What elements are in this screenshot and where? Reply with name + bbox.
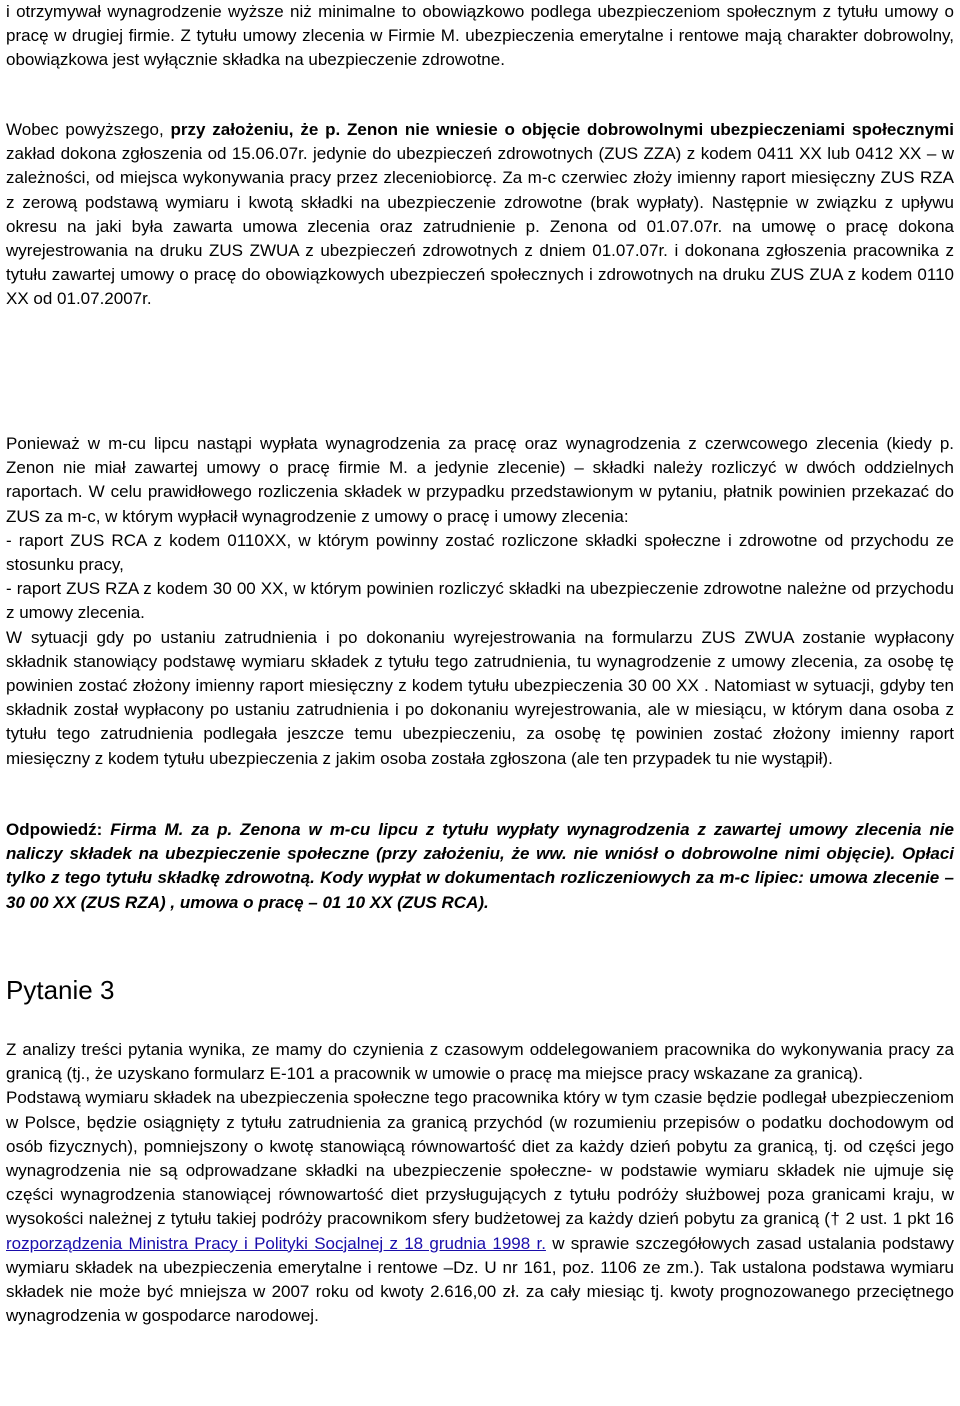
heading-pytanie-3: Pytanie 3	[6, 975, 115, 1005]
section-heading	[6, 974, 954, 1006]
paragraph-5-before: Podstawą wymiaru składek na ubezpieczenia społeczne tego pracownika który w tym czasie będzie podlegał ubezpieczeniom w Polsce, będzie osiągnięty z tytułu zatrudnienia za granicą przychód (w rozumieniu przepisów o podatku dochodowym od osób fizycznych), pomniejszony o kwotę stanowiącą równowartość diet za każdy dzień pobytu za granicą, tj. od części jego wynagrodzenia nie są odprowadzane składki na ubezpieczenie społeczne- w podstawie wymiaru składek nie ujmuje się części wynagrodzenia stanowiącej równowartość diet przysługujących z tytułu podróży służbowej poza granicami kraju, w wysokości należnej z tytułu takiej podróży pracownikom sfery budżetowej za każdy dzień pobytu za granicą († 2 ust. 1 pkt 16	[6, 1088, 954, 1229]
paragraph-3-line-2: - raport ZUS RCA z kodem 0110XX, w którym powinny zostać rozliczone składki społeczne i zdrowotne od przychodu ze stosunku pracy,	[6, 530, 954, 575]
paragraph-3-line-4: W sytuacji gdy po ustaniu zatrudnienia i po dokonaniu wyrejestrowania na formularzu ZUS ZWUA zostanie wypłacony składnik stanowiący podstawę wymiaru składek z tytułu tego zatrudnienia, tu wynagrodzenie z umowy zlecenia, za osobę tę powinien zostać złożony imienny raport miesięczny z kodem tytułu ubezpieczenia 30 00 XX . Natomiast w sytuacji, gdyby ten składnik został wypłacony po ustaniu zatrudnienia i po dokonaniu wyrejestrowania, ale w miesiącu, w którym dana osoba z tytułu tego zatrudnienia podlegała jeszcze temu ubezpieczeniu, za osobę tę powinien zostać złożony imienny raport miesięczny z kodem tytułu ubezpieczenia z jakim osoba została zgłoszona (ale ten przypadek tu nie wystąpił).	[6, 627, 954, 768]
paragraph-3-line-3: - raport ZUS RZA z kodem 30 00 XX, w którym powinien rozliczyć składki na ubezpieczenie zdrowotne należne od przychodu z umowy zlecenia.	[6, 579, 954, 623]
paragraph-3-line-1: Ponieważ w m-cu lipcu nastąpi wypłata wynagrodzenia za pracę oraz wynagrodzenia z czerwcowego zlecenia (kiedy p. Zenon nie miał zawartej umowy o pracę firmie M. a jedynie zlecenie) – składki należy rozliczyć w dwóch oddzielnych raportach. W celu prawidłowego rozliczenia składek w przypadku przedstawionym w pytaniu, płatnik powinien przekazać do ZUS za m-c, w którym wypłacił wynagrodzenie z umowy o pracę i umowy zlecenia:	[6, 434, 954, 526]
paragraph-1	[6, 0, 954, 73]
paragraph-1-text: i otrzymywał wynagrodzenie wyższe niż minimalne to obowiązkowo podlega ubezpieczeniom społecznym z tytułu umowy o pracę w drugiej firmie. Z tytułu umowy zlecenia w Firmie M. ubezpieczenia emerytalne i rentowe mają charakter dobrowolny, obowiązkowa jest wyłącznie składka na ubezpieczenie zdrowotne.	[6, 2, 954, 70]
paragraph-2-rest: zakład dokona zgłoszenia od 15.06.07r. jedynie do ubezpieczeń zdrowotnych (ZUS ZZA) z kodem 0411 XX lub 0412 XX – w zależności, od miejsca wykonywania pracy przez zleceniobiorcę. Za m-c czerwiec złoży imienny raport miesięczny ZUS RZA z zerową podstawą wymiaru i kwotą składki na ubezpieczenie zdrowotne (brak wypłaty). Następnie w związku z upływu okresu na jaki była zawarta umowa zlecenia oraz zatrudnienie p. Zenona od 01.07.07r. na umowę o pracę dokona wyrejestrowania na druku ZUS ZWUA z ubezpieczeń zdrowotnych z dniem 01.07.07r. i dokonana zgłoszenia pracownika z tytułu zawartej umowy o pracę do obowiązkowych ubezpieczeń społecznych i zdrowotnych na druku ZUS ZUA z kodem 0110 XX od 01.07.2007r.	[6, 144, 954, 309]
paragraph-2-bold-condition: przy założeniu, że p. Zenon nie wniesie o objęcie dobrowolnymi ubezpieczeniami społecznymi	[170, 120, 954, 139]
regulation-link[interactable]: rozporządzenia Ministra Pracy i Polityki Socjalnej z 18 grudnia 1998 r.	[6, 1233, 546, 1253]
paragraph-4-text: Z analizy treści pytania wynika, ze mamy do czynienia z czasowym oddelegowaniem pracownika do wykonywania pracy za granicą (tj., że uzyskano formularz E-101 a pracownik w umowie o pracę ma miejsce pracy wskazane za granicą).	[6, 1040, 954, 1084]
question-3-body	[6, 1038, 954, 1328]
answer-label: Odpowiedź:	[6, 820, 103, 839]
paragraph-2	[6, 118, 954, 312]
paragraph-5-after: w sprawie szczegółowych zasad ustalania podstawy wymiaru składek na ubezpieczenia emerytalne i rentowe –Dz. U nr 161, poz. 1106 ze zm.). Tak ustalona podstawa wymiaru składek nie może być mniejsza w 2007 roku od kwoty 2.616,00 zł. za cały miesiąc tj. kwoty prognozowanego przeciętnego wynagrodzenia w gospodarce narodowej.	[6, 1233, 954, 1326]
paragraph-2-intro: Wobec powyższego,	[6, 120, 171, 139]
paragraph-3	[6, 432, 954, 771]
paragraph-5-text	[6, 1086, 954, 1328]
answer-paragraph	[6, 818, 954, 915]
answer-body: Firma M. za p. Zenona w m-cu lipcu z tytułu wypłaty wynagrodzenia z zawartej umowy zlecenia nie naliczy składek na ubezpieczenie społeczne (przy założeniu, że ww. nie wniósł o dobrowolne nimi objęcie). Opłaci tylko z tego tytułu składkę zdrowotną. Kody wypłat w dokumentach rozliczeniowych za m-c lipiec: umowa zlecenie – 30 00 XX (ZUS RZA) , umowa o pracę – 01 10 XX (ZUS RCA).	[6, 820, 954, 912]
answer-text	[6, 818, 954, 915]
paragraph-2-text	[6, 118, 954, 312]
